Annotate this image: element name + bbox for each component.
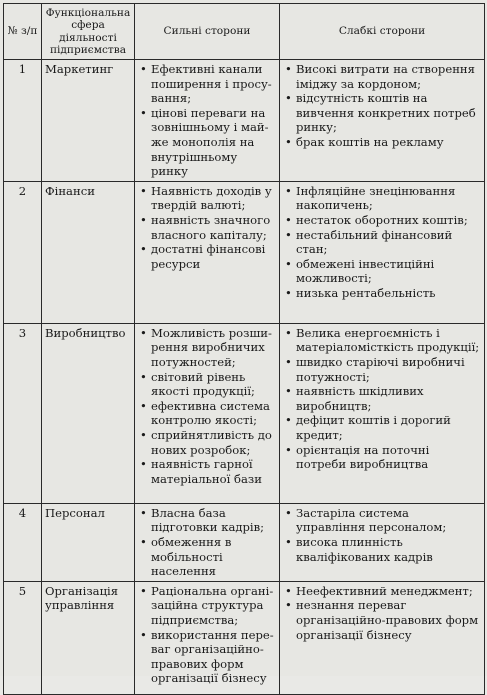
strength-item: • обмеження в мобільності населення (138, 535, 276, 579)
row-weaknesses (280, 503, 485, 581)
strength-item: • сприйнятливість до нових розробок; (138, 428, 276, 457)
weakness-item: • Велика енергоємність і матеріаломісткість продукції; (283, 326, 481, 355)
swot-table (3, 3, 485, 695)
table-row (4, 503, 485, 581)
strength-item: • ефективна система контролю якості; (138, 399, 276, 428)
weakness-item: • низька рентабельність (283, 286, 481, 301)
row-weaknesses (280, 181, 485, 323)
header-strengths: Сильні сторони (135, 4, 280, 60)
row-number: 5 (4, 581, 42, 694)
table-row (4, 181, 485, 323)
weakness-item: • орієнтація на поточні потреби виробництва (283, 443, 481, 472)
strength-item: • наявність значного власного капіталу; (138, 213, 276, 242)
row-number: 4 (4, 503, 42, 581)
row-weaknesses (280, 581, 485, 694)
weakness-item: • наявність шкідливих виробництв; (283, 384, 481, 413)
header-weaknesses: Слабкі сторони (280, 4, 485, 60)
strength-item: • наявність гарної матеріальної бази (138, 457, 276, 486)
row-function: Персонал (42, 503, 135, 581)
header-row (4, 4, 485, 60)
row-number: 2 (4, 181, 42, 323)
row-weaknesses (280, 60, 485, 182)
row-weaknesses (280, 323, 485, 503)
weakness-item: • Неефективний менеджмент; (283, 584, 481, 599)
weakness-item: • Високі витрати на створення іміджу за кордоном; (283, 62, 481, 91)
row-strengths (135, 181, 280, 323)
table-row (4, 323, 485, 503)
row-strengths (135, 323, 280, 503)
weakness-item: • нестаток оборотних коштів; (283, 213, 481, 228)
row-number: 1 (4, 60, 42, 182)
weakness-item: • Інфляційне знецінювання накопичень; (283, 184, 481, 213)
weakness-item: • незнання переваг організаційно-правових форм організації бізнесу (283, 598, 481, 642)
strength-item: • світовий рівень якості продукції; (138, 370, 276, 399)
table-row (4, 60, 485, 182)
weakness-item: • швидко старіючі виробничі потужності; (283, 355, 481, 384)
strength-item: • Власна база підготовки кадрів; (138, 506, 276, 535)
strength-item: • Ефективні канали поширення і просування; (138, 62, 276, 106)
strength-item: • достатні фінансові ресурси (138, 242, 276, 271)
table-row (4, 581, 485, 694)
row-function: Організація управління (42, 581, 135, 694)
row-strengths (135, 503, 280, 581)
weakness-item: • відсутність коштів на вивчення конкретних потреб ринку; (283, 91, 481, 135)
weakness-item: • нестабільний фінансовий стан; (283, 228, 481, 257)
strength-item: • Наявність доходів у твердій валюті; (138, 184, 276, 213)
header-number: № з/п (4, 4, 42, 60)
strength-item: • використання переваг організаційно-правових форм організації бізнесу (138, 628, 276, 686)
header-function: Функціональна сфера діяльності підприємства (42, 4, 135, 60)
row-strengths (135, 60, 280, 182)
row-function: Маркетинг (42, 60, 135, 182)
strength-item: • Раціональна організаційна структура підприємства; (138, 584, 276, 628)
weakness-item: • дефіцит коштів і дорогий кредит; (283, 413, 481, 442)
weakness-item: • обмежені інвестиційні можливості; (283, 257, 481, 286)
weakness-item: • висока плинність кваліфікованих кадрів (283, 535, 481, 564)
weakness-item: • Застаріла система управління персоналом; (283, 506, 481, 535)
row-function: Фінанси (42, 181, 135, 323)
strength-item: • Можливість розширення виробничих потужностей; (138, 326, 276, 370)
row-number: 3 (4, 323, 42, 503)
row-strengths (135, 581, 280, 694)
weakness-item: • брак коштів на рекламу (283, 135, 481, 150)
strength-item: • цінові переваги на зовнішньому і майже монополія на внутрішньому ринку (138, 106, 276, 179)
row-function: Виробництво (42, 323, 135, 503)
